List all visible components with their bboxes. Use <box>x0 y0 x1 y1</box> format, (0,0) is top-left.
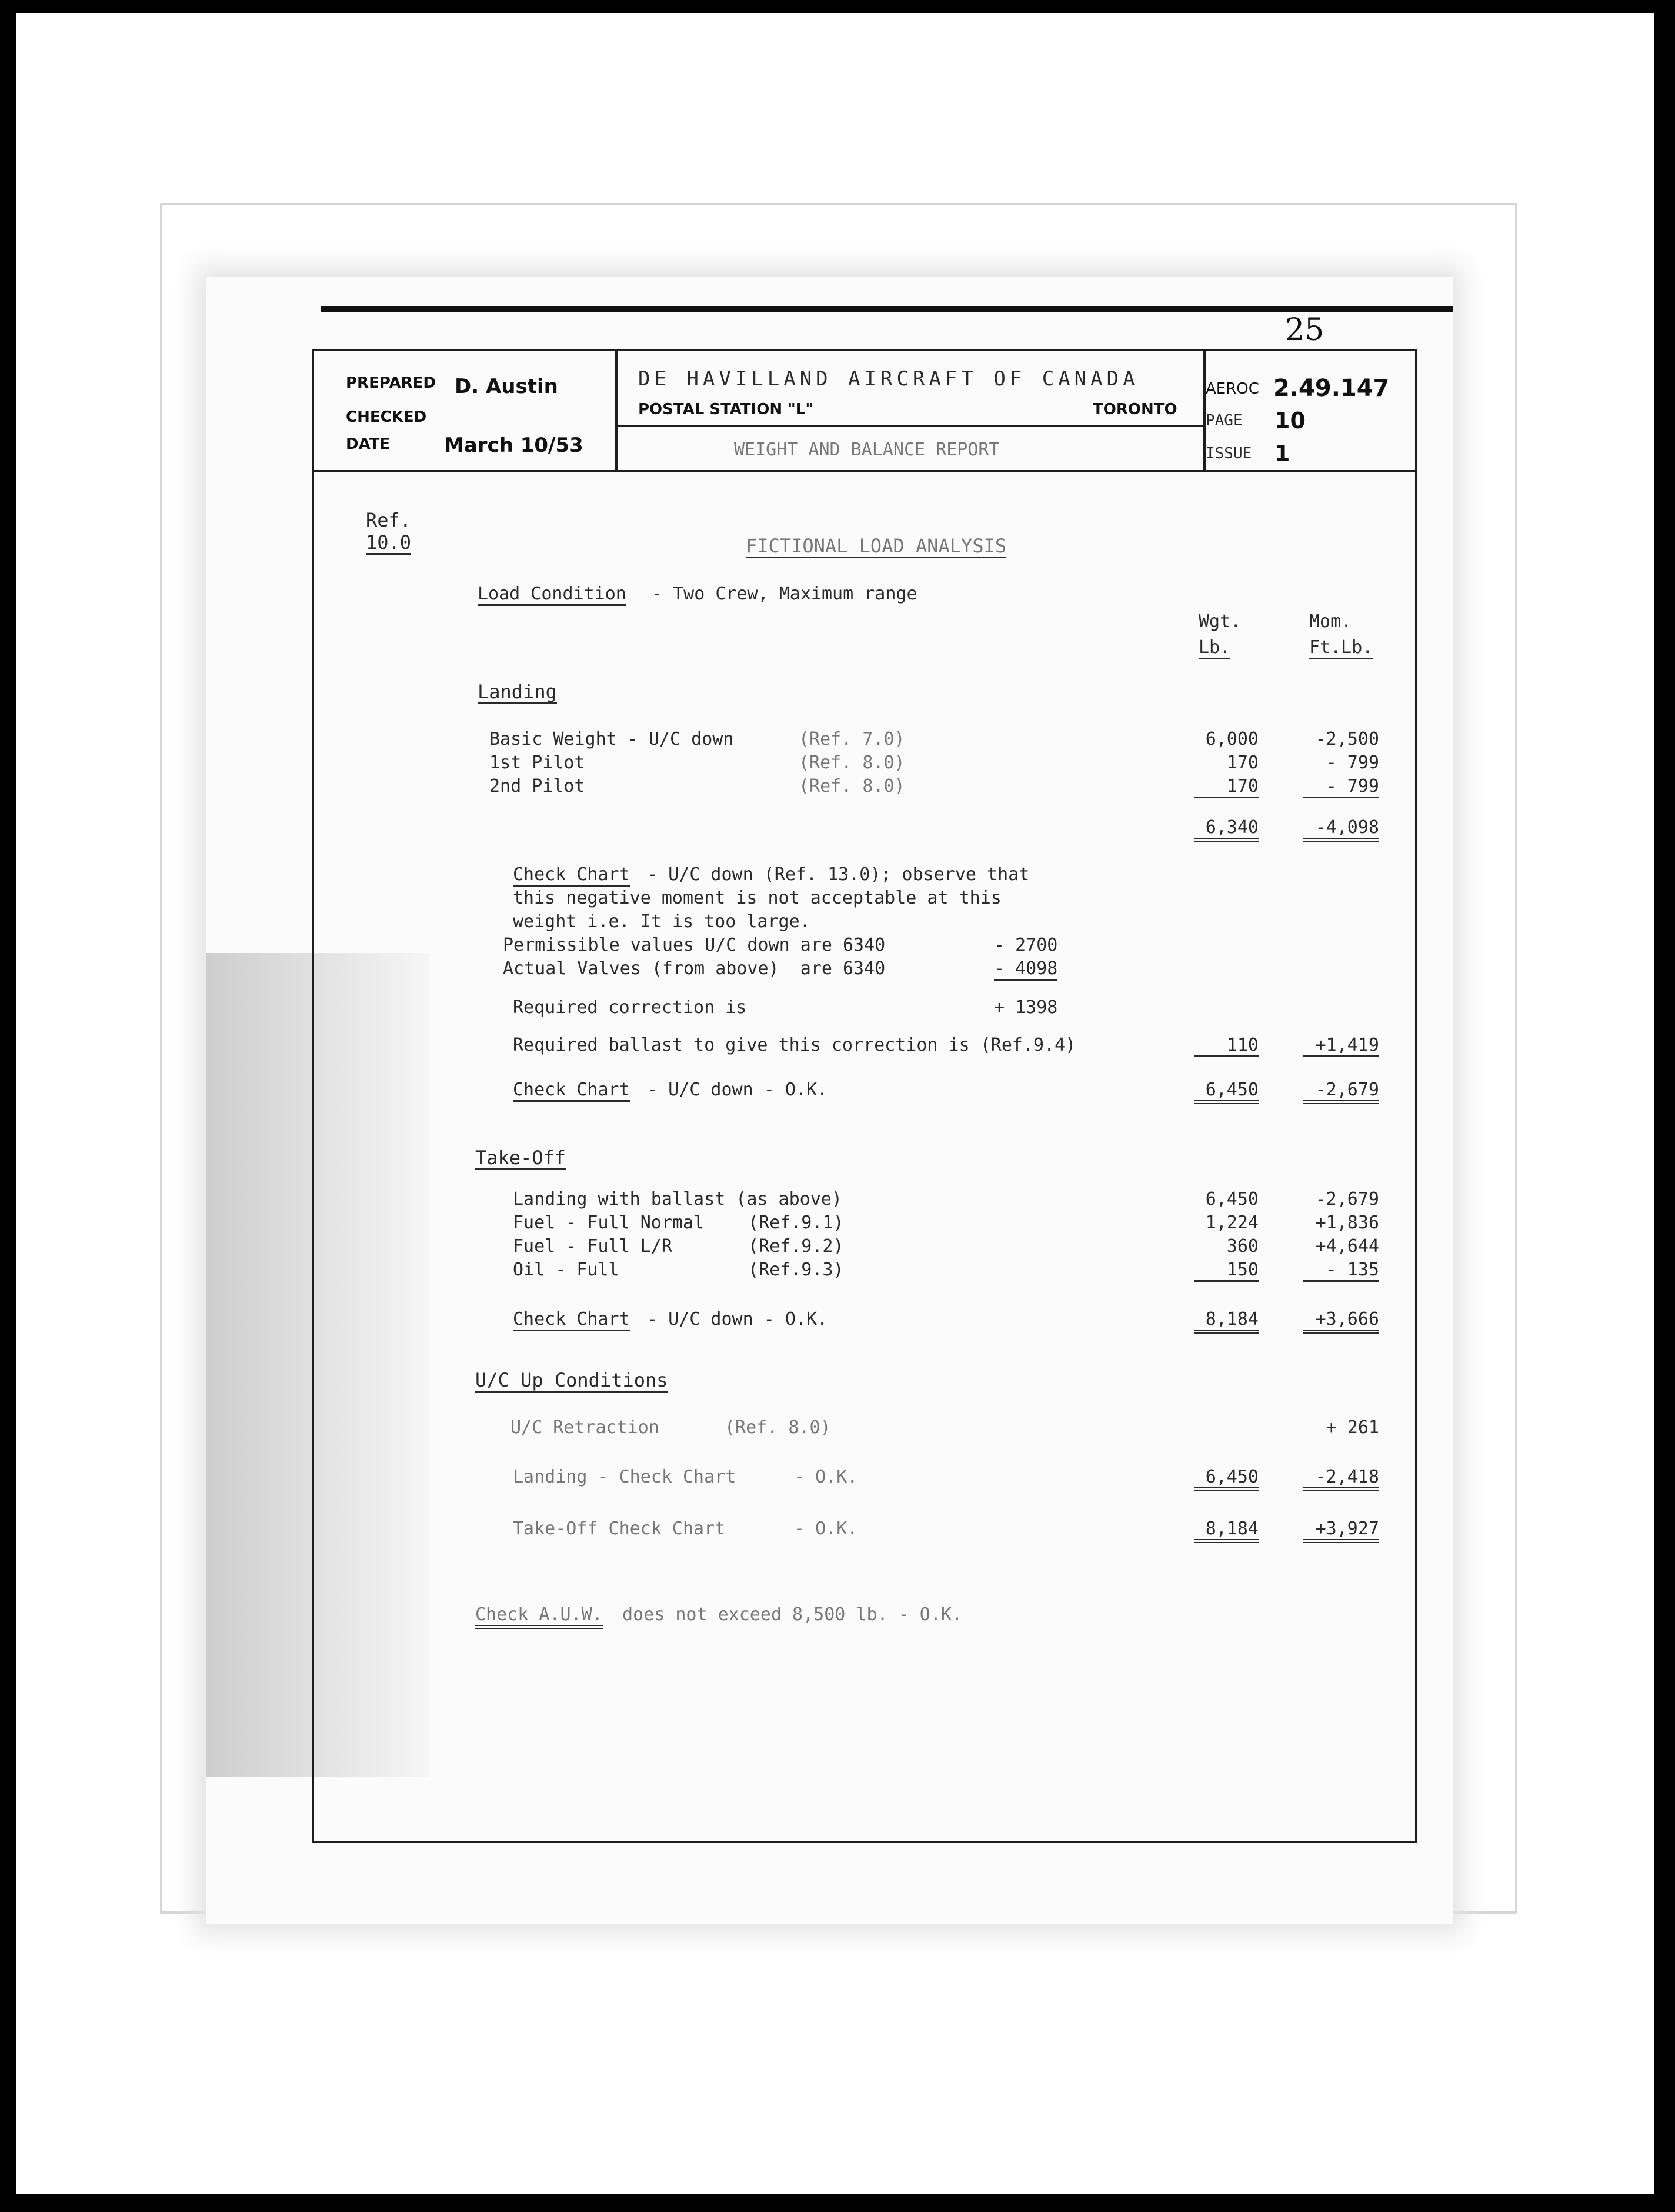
permissible-label: Permissible values U/C down are 6340 <box>503 935 886 955</box>
ref-value: 10.0 <box>366 531 412 554</box>
landing-total-wgt: 6,340 <box>1194 819 1259 842</box>
col-mom-label: Mom. <box>1309 611 1352 632</box>
scan-border-right <box>1654 0 1675 2212</box>
takeoff-check-text: - U/C down - O.K. <box>636 1309 828 1330</box>
uc-landing-wgt: 6,450 <box>1194 1468 1259 1491</box>
takeoff-row-2-mom: +1,836 <box>1315 1212 1379 1233</box>
ref-label: Ref. <box>366 509 412 531</box>
prepared-label: PREPARED <box>346 374 436 392</box>
takeoff-row-4-wgt: 150 <box>1194 1261 1259 1282</box>
landing-heading: Landing <box>478 681 557 703</box>
landing-row-1-ref: (Ref. 7.0) <box>799 729 905 749</box>
uc-retraction-ref: (Ref. 8.0) <box>725 1417 831 1438</box>
company-city: TORONTO <box>1093 401 1177 418</box>
actual-value: - 4098 <box>994 960 1057 981</box>
uc-takeoff-mom: +3,927 <box>1303 1520 1379 1543</box>
ballast-mom: +1,419 <box>1303 1037 1379 1057</box>
col-wgt-unit: Lb. <box>1199 639 1230 659</box>
load-condition-label: Load Condition <box>478 585 626 606</box>
uc-landing-label: Landing - Check Chart <box>513 1467 736 1487</box>
auw-check-label: Check A.U.W. <box>475 1606 603 1629</box>
scan-border-top <box>0 0 1675 13</box>
issue-value: 1 <box>1274 441 1290 467</box>
auw-check-text: does not exceed 8,500 lb. - O.K. <box>612 1604 963 1625</box>
check1-text-2: this negative moment is not acceptable at this <box>513 888 1002 908</box>
landing-row-3-mom: - 799 <box>1303 778 1379 798</box>
check1b-text: - U/C down - O.K. <box>636 1080 828 1100</box>
check1b-mom: -2,679 <box>1303 1081 1379 1104</box>
scan-border-left <box>0 0 16 2212</box>
takeoff-row-4-ref: (Ref.9.3) <box>748 1260 844 1280</box>
top-rule <box>321 306 1453 312</box>
landing-row-1-label: Basic Weight - U/C down <box>489 729 734 749</box>
check1-label: Check Chart <box>513 866 630 887</box>
company-address: POSTAL STATION "L" <box>638 401 813 418</box>
scan-border-bottom <box>0 2194 1675 2212</box>
takeoff-heading: Take-Off <box>475 1147 566 1169</box>
issue-label: ISSUE <box>1206 445 1252 462</box>
date-value: March 10/53 <box>444 434 583 457</box>
takeoff-check-mom: +3,666 <box>1303 1311 1379 1334</box>
page-mark: 25 <box>1285 312 1324 348</box>
uc-takeoff-wgt: 8,184 <box>1194 1520 1259 1543</box>
landing-row-1-mom: -2,500 <box>1315 729 1379 749</box>
col-mom-unit: Ft.Lb. <box>1309 639 1373 659</box>
date-label: DATE <box>346 435 391 453</box>
check1b-label: Check Chart <box>513 1081 630 1102</box>
takeoff-row-3-label: Fuel - Full L/R <box>513 1236 672 1257</box>
required-value: + 1398 <box>994 997 1058 1018</box>
takeoff-check-label: Check Chart <box>513 1311 630 1331</box>
takeoff-row-4-label: Oil - Full <box>513 1260 619 1280</box>
company-name: DE HAVILLAND AIRCRAFT OF CANADA <box>638 367 1139 391</box>
uc-landing-ok: - O.K. <box>794 1467 858 1487</box>
landing-row-2-ref: (Ref. 8.0) <box>799 752 905 773</box>
takeoff-row-1-mom: -2,679 <box>1315 1189 1379 1210</box>
landing-row-3-ref: (Ref. 8.0) <box>799 776 905 797</box>
prepared-value: D. Austin <box>455 375 558 398</box>
col-wgt-label: Wgt. <box>1199 611 1242 632</box>
checked-label: CHECKED <box>346 408 427 426</box>
landing-total-mom: -4,098 <box>1303 819 1379 842</box>
landing-row-2-mom: - 799 <box>1326 752 1379 773</box>
aeroc-value: 2.49.147 <box>1273 375 1390 402</box>
takeoff-row-3-mom: +4,644 <box>1315 1236 1379 1257</box>
check1-text-3: weight i.e. It is too large. <box>513 911 810 932</box>
load-condition-value: - Two Crew, Maximum range <box>652 584 917 604</box>
page-value: 10 <box>1274 408 1306 434</box>
takeoff-row-1-label: Landing with ballast (as above) <box>513 1189 842 1210</box>
actual-label: Actual Valves (from above) are 6340 <box>503 958 886 979</box>
landing-row-2-wgt: 170 <box>1226 752 1259 773</box>
landing-row-1-wgt: 6,000 <box>1205 729 1259 749</box>
takeoff-row-3-ref: (Ref.9.2) <box>748 1236 844 1257</box>
page-label: PAGE <box>1206 412 1243 429</box>
report-title: WEIGHT AND BALANCE REPORT <box>734 439 1000 460</box>
landing-row-3-label: 2nd Pilot <box>489 776 585 797</box>
takeoff-row-1-wgt: 6,450 <box>1205 1189 1259 1210</box>
uc-takeoff-ok: - O.K. <box>794 1518 858 1539</box>
aeroc-label: AEROC <box>1206 380 1259 398</box>
takeoff-check-wgt: 8,184 <box>1194 1311 1259 1334</box>
takeoff-row-4-mom: - 135 <box>1303 1261 1379 1282</box>
landing-row-2-label: 1st Pilot <box>489 752 585 773</box>
uc-landing-mom: -2,418 <box>1303 1468 1379 1491</box>
uc-retraction-mom: + 261 <box>1326 1417 1379 1438</box>
takeoff-row-2-ref: (Ref.9.1) <box>748 1212 844 1233</box>
uc-takeoff-label: Take-Off Check Chart <box>513 1518 726 1539</box>
section-title: FICTIONAL LOAD ANALYSIS <box>746 535 1007 557</box>
required-label: Required correction is <box>513 997 747 1018</box>
ballast-label: Required ballast to give this correction is (Ref.9.4) <box>513 1035 1076 1055</box>
uc-up-heading: U/C Up Conditions <box>475 1369 668 1391</box>
takeoff-row-2-label: Fuel - Full Normal <box>513 1212 705 1233</box>
check1-text-1: - U/C down (Ref. 13.0); observe that <box>636 864 1030 885</box>
ballast-wgt: 110 <box>1194 1037 1259 1057</box>
landing-row-3-wgt: 170 <box>1194 778 1259 798</box>
uc-retraction-label: U/C Retraction <box>510 1417 659 1438</box>
takeoff-row-3-wgt: 360 <box>1226 1236 1259 1257</box>
permissible-value: - 2700 <box>994 935 1058 955</box>
takeoff-row-2-wgt: 1,224 <box>1205 1212 1259 1233</box>
header-rule <box>618 425 1206 427</box>
check1b-wgt: 6,450 <box>1194 1081 1259 1104</box>
